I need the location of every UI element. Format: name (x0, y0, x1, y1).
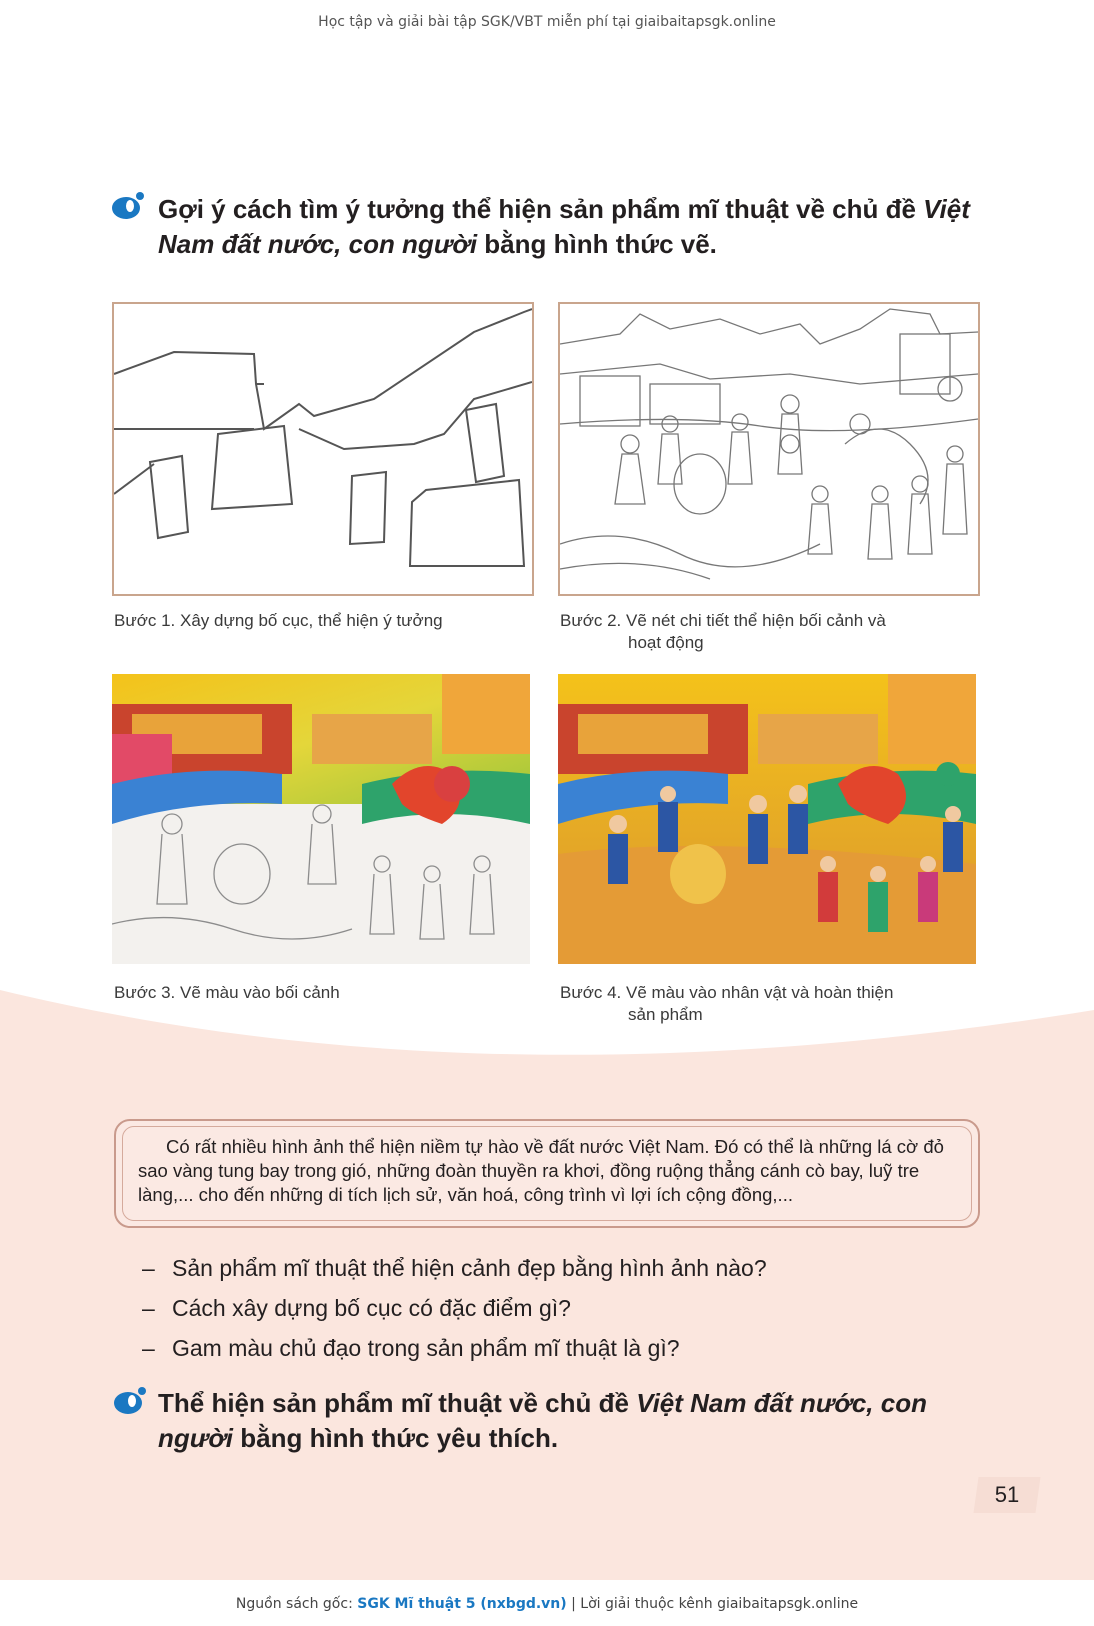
question-text: Gam màu chủ đạo trong sản phẩm mĩ thuật là gì? (172, 1335, 680, 1361)
footer-suffix: | Lời giải thuộc kênh giaibaitapsgk.online (566, 1596, 859, 1612)
step4-caption (560, 982, 893, 1026)
section-bullet-icon (112, 1385, 150, 1417)
question-list (142, 1248, 982, 1368)
info-box-text: Có rất nhiều hình ảnh thể hiện niềm tự hào về đất nước Việt Nam. Đó có thể là những lá cờ đỏ sao vàng tung bay trong gió, những đoàn thuyền ra khơi, đồng ruộng thẳng cánh cò bay, luỹ tre làng,... cho đến những di tích lịch sử, văn hoá, công trình vì lợi ích cộng đồng,... (138, 1136, 944, 1205)
caption-line: Bước 2. Vẽ nét chi tiết thể hiện bối cảnh và (560, 611, 886, 630)
caption-line-2: sản phẩm (628, 1005, 703, 1024)
step2-image (558, 302, 980, 596)
section-bullet-icon (110, 190, 148, 222)
section-heading-practice (158, 1386, 988, 1456)
heading-text: Thể hiện sản phẩm mĩ thuật về chủ đề (158, 1388, 637, 1418)
step3-caption (114, 982, 340, 1004)
step2-caption (560, 610, 886, 654)
heading-text-end: bằng hình thức yêu thích. (233, 1423, 559, 1453)
heading-topic: Việt Nam đất nước, con người (158, 194, 970, 259)
question-text: Cách xây dựng bố cục có đặc điểm gì? (172, 1295, 571, 1321)
footer-prefix: Nguồn sách gốc: (235, 1596, 358, 1612)
question-item (142, 1328, 982, 1368)
page-footer (0, 1582, 1094, 1626)
caption-line: Bước 1. Xây dựng bố cục, thể hiện ý tưởng (114, 611, 443, 630)
heading-text-end: bằng hình thức vẽ. (477, 229, 717, 259)
step1-caption (114, 610, 443, 632)
step4-image (558, 674, 976, 964)
info-box (114, 1119, 980, 1228)
caption-line: Bước 4. Vẽ màu vào nhân vật và hoàn thiện (560, 983, 894, 1002)
question-item (142, 1288, 982, 1328)
section-heading-idea (158, 192, 988, 262)
dash: – (142, 1255, 155, 1281)
question-item (142, 1248, 982, 1288)
dash: – (142, 1295, 155, 1321)
footer-source-link[interactable]: SGK Mĩ thuật 5 (nxbgd.vn) (357, 1596, 567, 1612)
dash: – (142, 1335, 155, 1361)
step1-image (112, 302, 534, 596)
caption-line: Bước 3. Vẽ màu vào bối cảnh (114, 983, 340, 1002)
step3-image (112, 674, 530, 964)
question-text: Sản phẩm mĩ thuật thể hiện cảnh đẹp bằng hình ảnh nào? (172, 1255, 767, 1281)
page-header: Học tập và giải bài tập SGK/VBT miễn phí tại giaibaitapsgk.online (318, 14, 776, 30)
heading-topic: Việt Nam đất nước, con người (158, 1388, 927, 1453)
caption-line-2: hoạt động (628, 633, 704, 652)
page-number: 51 (994, 1482, 1020, 1507)
heading-text: Gợi ý cách tìm ý tưởng thể hiện sản phẩm mĩ thuật về chủ đề (158, 194, 924, 224)
page-number-badge (973, 1477, 1040, 1513)
